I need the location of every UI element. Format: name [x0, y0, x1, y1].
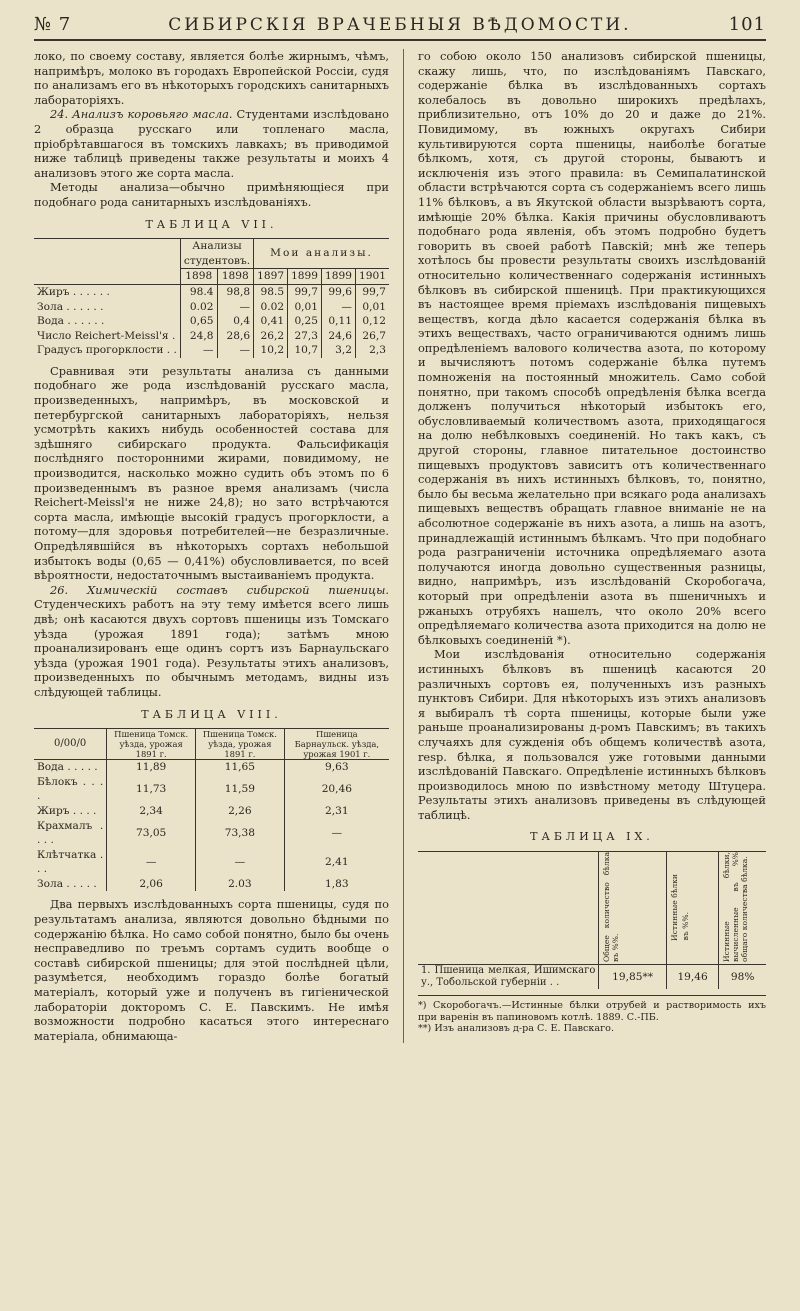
cell: 98,8: [217, 284, 254, 299]
column-header: Истинные бѣлки въ %%.: [666, 852, 719, 965]
cell: —: [107, 848, 196, 877]
cell: 19,46: [666, 965, 719, 990]
table-7-title: ТАБЛИЦА VII.: [145, 217, 278, 231]
section-text: Студенческихъ работъ на эту тему имѣется всего лишь двѣ; онѣ касаются двухъ сортовъ пшеницы изъ Томскаго уѣзда (урожая 1891 года); затѣмъ мною проанализированъ еще одинъ сортъ изъ Барнаульскаго уѣзда (урожая 1901 года). Результаты этихъ анализовъ, произведенныхъ по обычнымъ методамъ, видны изъ слѣдующей таблицы.: [34, 597, 389, 699]
group-header: Анализы студентовъ.: [180, 239, 253, 269]
year-header: 1897: [254, 269, 288, 285]
cell: 20,46: [284, 775, 389, 804]
row-label: 1. Пшеница мелкая, Ишимскаго у., Тобольской губерніи . .: [420, 965, 596, 989]
cell: 11,89: [107, 760, 196, 775]
table-corner: [418, 852, 599, 965]
cell: 2,34: [107, 804, 196, 819]
cell: 0,65: [180, 314, 217, 329]
cell: 73,38: [196, 819, 285, 848]
row-label: Крахмалъ . . . .: [37, 819, 104, 847]
cell: 0,4: [217, 314, 254, 329]
paragraph: Мои изслѣдованія относительно содержанія истинныхъ бѣлковъ въ пшеницѣ касаются 20 различныхъ сортовъ ея, полученныхъ изъ разныхъ пунктовъ Сибири. Для нѣкоторыхъ изъ этихъ анализовъ я выбиралъ тѣ сорта пшеницы, которые были уже раньше проанализированы д-ромъ Павскимъ; въ такихъ случаяхъ для сужденія объ общемъ количествѣ азота, resp. бѣлка, я пользовался уже готовыми данными изслѣдованій Павскаго. Опредѣленіе истинныхъ бѣлковъ производилось мною по извѣстному методу Штуцера. Результаты этихъ анализовъ приведены въ слѣдующей таблицѣ.: [417, 647, 766, 822]
cell: 11,65: [196, 760, 285, 775]
cell: 73,05: [107, 819, 196, 848]
column-header: Пшеница Барнаульск. уѣзда, урожая 1901 г.: [284, 729, 389, 760]
cell: 0.02: [180, 300, 217, 315]
cell: 0.02: [254, 300, 288, 315]
table-9-title: ТАБЛИЦА IX.: [530, 830, 654, 844]
year-header: 1899: [322, 269, 356, 285]
journal-title: СИБИРСКІЯ ВРАЧЕБНЫЯ ВѢДОМОСТИ.: [168, 15, 632, 35]
paragraph: Два первыхъ изслѣдованныхъ сорта пшеницы, судя по результатамъ анализа, являются довольно бѣдными по содержанію бѣлка. Но само собой понятно, было бы очень несправедливо по треъмъ сортамъ судить вообще о составѣ сибирской пшеницы; для этой послѣдней цѣли, разумѣется, необходимъ гораздо болѣе богатый матеріалъ, который уже и полученъ въ гигіенической лабораторіи докторомъ С. Е. Павскимъ. Не имѣя возможности подробно касаться этого интереснаго матеріала, обнимающа-: [34, 897, 389, 1043]
cell: 24,6: [322, 329, 356, 344]
table-9: [418, 851, 766, 989]
cell: 0,11: [322, 314, 356, 329]
cell: —: [180, 343, 217, 358]
cell: 10,2: [254, 343, 288, 358]
cell: 0,25: [288, 314, 322, 329]
table-row: [34, 848, 389, 877]
issue-number: № 7: [34, 14, 72, 35]
table-row: [34, 329, 389, 344]
table-corner: [34, 239, 180, 285]
paragraph: го собою около 150 анализовъ сибирской пшеницы, скажу лишь, что, по изслѣдованіямъ Павскаго, содержаніе бѣлка въ изслѣдованныхъ сортахъ колебалось въ довольно широкихъ предѣлахъ, приблизительно, отъ 10% до 20 и даже до 21%. Повидимому, въ южныхъ округахъ Сибири культивируются сорта пшеницы, наиболѣе богатые бѣлкомъ, хотя, съ другой стороны, бываютъ и исключенія изъ этого правила: въ Семипалатинской области встрѣчаются сорта съ содержаніемъ всего лишь 11% бѣлковъ, а въ Якутской области вызрѣваютъ сорта, имѣющіе 20% бѣлка. Какія причины обусловливаютъ подобнаго рода явленія, объ этомъ подробно будетъ говорить въ своей работѣ Павскій; мнѣ же теперь хотѣлось бы провести результаты своихъ изслѣдованій относительно количественнаго содержанія истинныхъ бѣлковъ въ сибирской пшеницѣ. При практикующихся въ настоящее время пріемахъ изслѣдованія пищевыхъ веществъ, когда дѣло касается содержанія бѣлка въ этихъ веществахъ, часто ограничиваются однимъ лишь опредѣленіемъ валового количества азота, по которому и вычисляютъ потомъ содержаніе бѣлка путемъ помноженія на постоянный множитель. Само собой понятно, при такомъ способѣ опредѣленія бѣлка всегда долженъ получиться нѣкоторый избытокъ его, обусловливаемый количествомъ азота, приходящагося на долю небѣлковыхъ соединеній. Но такъ какъ, съ другой стороны, главное питательное достоинство пищевыхъ продуктовъ зависитъ отъ количественнаго содержанія въ нихъ истинныхъ бѣлковъ, то, понятно, было бы весьма желательно при всякаго рода анализахъ пищевыхъ веществъ обращать главное вниманіе не на абсолютное содержаніе въ нихъ азота, а лишь на азотъ, принадлежащій истиннымъ бѣлкамъ. Что при подобнаго рода разграниченіи источника опредѣляемаго азота получаются иногда довольно существенныя разницы, видно, напримѣръ, изъ изслѣдованій Скоробогача, который при опредѣленіи азота въ пшеничныхъ и ржаныхъ отрубяхъ нашелъ, что около 20% всего опредѣляемаго количества азота приходится на долю не бѣлковыхъ соединеній *).: [417, 49, 766, 647]
column-header: Пшеница Томск. уѣзда, урожая 1891 г.: [196, 729, 285, 760]
table-row: [34, 775, 389, 804]
column-divider: [403, 49, 404, 1043]
cell: —: [196, 848, 285, 877]
year-header: 1898: [180, 269, 217, 285]
year-header: 1899: [288, 269, 322, 285]
footnote: **) Изъ анализовъ д-ра С. Е. Павскаго.: [417, 1023, 614, 1035]
row-label: Бѣлокъ . . . .: [37, 775, 104, 803]
section-24: [34, 107, 389, 180]
cell: 2,06: [107, 877, 196, 892]
row-label: Жиръ . . . . . .: [37, 285, 110, 298]
column-header: Пшеница Томск. уѣзда, урожая 1891 г.: [107, 729, 196, 760]
cell: 0,12: [356, 314, 389, 329]
section-heading: 24. Анализъ коровьяго масла.: [50, 107, 233, 122]
cell: 0,01: [288, 300, 322, 315]
group-header: Мои анализы.: [254, 239, 389, 269]
cell: —: [284, 819, 389, 848]
table-row: [418, 965, 766, 990]
footnote: *) Скоробогачъ.—Истинные бѣлки отрубей и растворимость ихъ при варенін въ папиновомъ котлѣ. 1889. С.-ПБ.: [417, 1000, 766, 1023]
row-label: Вода . . . . . .: [37, 315, 105, 328]
cell: 24,8: [180, 329, 217, 344]
year-header: 1901: [356, 269, 389, 285]
year-header: 1898: [217, 269, 254, 285]
cell: 98.4: [180, 284, 217, 299]
section-heading: 26. Химическій составъ сибирской пшеницы.: [50, 582, 389, 597]
table-row: [34, 343, 389, 358]
table-7: [34, 238, 389, 358]
cell: 9,63: [284, 760, 389, 775]
cell: 26,7: [356, 329, 389, 344]
table-8: [34, 728, 389, 891]
cell: 99,6: [322, 284, 356, 299]
row-label: Вода . . . . .: [37, 761, 98, 774]
right-column: [418, 49, 766, 1043]
cell: 2,31: [284, 804, 389, 819]
left-column: [34, 49, 389, 1043]
column-header: Общее количество бѣлка въ %%.: [599, 852, 666, 965]
cell: 0,01: [356, 300, 389, 315]
paragraph: локо, по своему составу, является болѣе жирнымъ, чѣмъ, напримѣръ, молоко въ городахъ Европейской Россіи, судя по анализамъ его въ нѣкоторыхъ городскихъ санитарныхъ лабораторіяхъ.: [34, 49, 389, 107]
section-text: Студентами изслѣдовано 2 образца русскаго или топленаго масла, пріобрѣтавшагося въ томскихъ лавкахъ; въ приводимой ниже таблицѣ приведены также результаты и моихъ 4 анализовъ этого же сорта масла.: [34, 107, 389, 180]
section-26: [34, 583, 389, 700]
page-number: 101: [728, 14, 766, 35]
cell: 28,6: [217, 329, 254, 344]
cell: 11,59: [196, 775, 285, 804]
table-8-title: ТАБЛИЦА VIII.: [141, 707, 282, 721]
table-row: [34, 760, 389, 775]
table-row: [34, 300, 389, 315]
row-label: Зола . . . . . .: [37, 300, 104, 313]
row-label: Зола . . . . .: [37, 877, 97, 890]
table-row: [34, 819, 389, 848]
cell: —: [217, 300, 254, 315]
table-row: [34, 877, 389, 892]
cell: 19,85**: [599, 965, 666, 990]
table-row: [34, 804, 389, 819]
cell: 98%: [719, 965, 766, 990]
row-label: Число Reichert-Meissl'я .: [37, 329, 176, 342]
row-label: Клѣтчатка . . .: [37, 848, 104, 876]
cell: 2.03: [196, 877, 285, 892]
column-header: Истинные бѣлки, вычисленные въ %% общаго количества бѣлка.: [719, 852, 766, 965]
cell: 2,26: [196, 804, 285, 819]
cell: 99,7: [356, 284, 389, 299]
cell: 0,41: [254, 314, 288, 329]
paragraph: Сравнивая эти результаты анализа съ данными подобнаго же рода изслѣдованій русскаго масла, произведенныхъ, напримѣръ, въ московской и петербургской санитарныхъ лабораторіяхъ, нельзя усмотрѣть какихъ нибудь особенностей состава для здѣшняго сибирскаго продукта. Фальсификація послѣдняго посторонними жирами, повидимому, не производится, насколько можно судить объ этомъ по 6 произведеннымъ въ разное время анализамъ (числа Reichert-Meissl'я не ниже 24,8); но зато встрѣчаются сорта масла, имѣющіе высокій градусъ прогорклости, а потому—для здоровья потребителей—не безразличные. Опредѣлявшійся въ нѣкоторыхъ сортахъ небольшой избытокъ воды (0,65 — 0,41%) обусловливается, по всей вѣроятности, недостаточнымъ выстаиваніемъ продукта.: [34, 363, 389, 583]
cell: 11,73: [107, 775, 196, 804]
cell: 2,3: [356, 343, 389, 358]
cell: 1,83: [284, 877, 389, 892]
cell: —: [217, 343, 254, 358]
page-header: [34, 14, 766, 41]
cell: 2,41: [284, 848, 389, 877]
table-row: [34, 314, 389, 329]
cell: 99,7: [288, 284, 322, 299]
table-row: [34, 284, 389, 299]
row-label: Градусъ прогорклости . .: [37, 344, 177, 357]
row-label: Жиръ . . . .: [37, 804, 97, 817]
cell: —: [322, 300, 356, 315]
cell: 26,2: [254, 329, 288, 344]
cell: 27,3: [288, 329, 322, 344]
cell: 98.5: [254, 284, 288, 299]
footnotes: [418, 995, 766, 1035]
paragraph: Методы анализа—обычно примѣняющіеся при подобнаго рода санитарныхъ изслѣдованіяхъ.: [34, 180, 389, 209]
table-corner: 0/00/0: [34, 729, 107, 760]
cell: 3,2: [322, 343, 356, 358]
cell: 10,7: [288, 343, 322, 358]
